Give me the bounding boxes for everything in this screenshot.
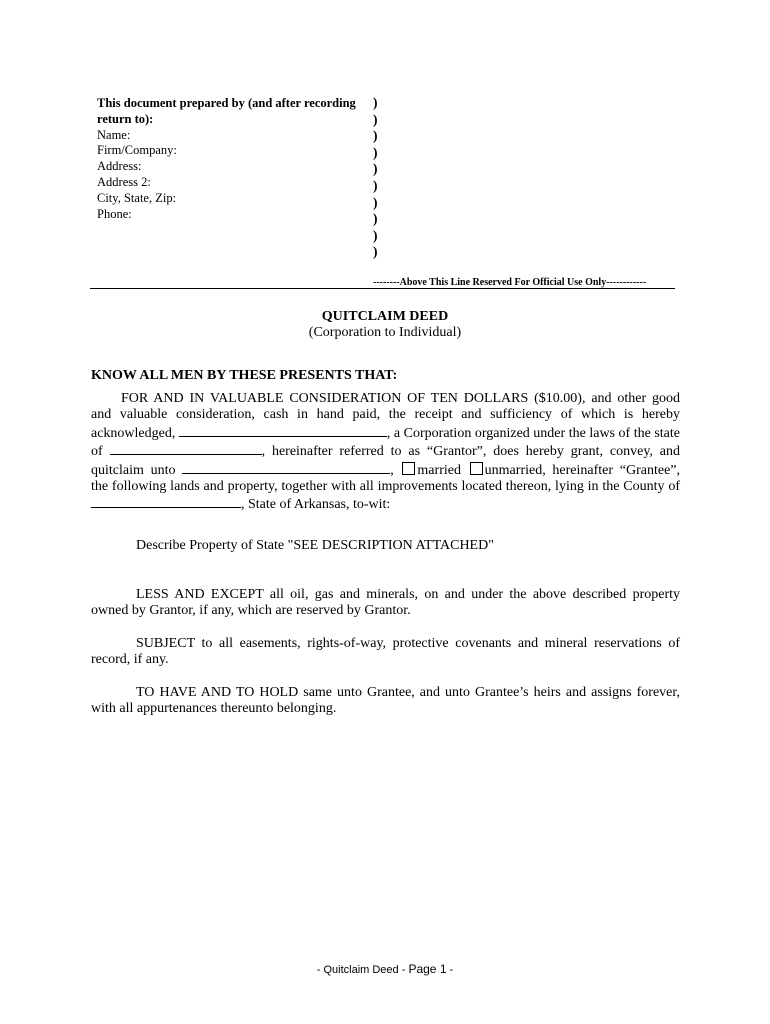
grantee-name-blank[interactable] xyxy=(182,461,390,474)
footer-left: - Quitclaim Deed - xyxy=(316,964,409,976)
unmarried-label: unmarried, hereinafter “Grantee”, xyxy=(484,462,680,478)
preparer-field-city-state-zip: City, State, Zip: xyxy=(97,190,177,205)
property-description: Describe Property of State "SEE DESCRIPTION ATTACHED" xyxy=(136,538,494,553)
consideration-line: quitclaim unto , married unmarried, hereinafter “Grantee”, xyxy=(91,462,680,478)
paren: ) xyxy=(373,211,378,227)
subject-to-text: SUBJECT to all easements, rights-of-way, protective covenants and mineral reservations of record, if any. xyxy=(91,636,680,668)
unmarried-checkbox[interactable] xyxy=(470,462,483,475)
to-have-and-hold-paragraph xyxy=(91,685,680,718)
less-and-except-paragraph xyxy=(91,587,680,620)
consideration-line: and valuable consideration, cash in hand paid, the receipt and sufficiency of which is hereby xyxy=(91,407,680,423)
paren: ) xyxy=(373,144,378,160)
preparer-field-address: Address: xyxy=(97,159,142,174)
parenthesis-column xyxy=(373,95,378,261)
grantor-name-blank[interactable] xyxy=(179,424,387,437)
preparer-field-phone: Phone: xyxy=(97,206,132,221)
paren: ) xyxy=(373,128,378,144)
footer-page-number: Page 1 xyxy=(408,962,447,976)
document-title: QUITCLAIM DEED xyxy=(321,309,449,324)
less-and-except-text: LESS AND EXCEPT all oil, gas and minerals, on and under the above described property owned by Grantor, if any, which are reserved by Grantor. xyxy=(91,587,680,619)
preparer-field-name: Name: xyxy=(97,127,131,142)
paren: ) xyxy=(373,161,378,177)
paren: ) xyxy=(373,95,378,110)
to-have-and-hold-text: TO HAVE AND TO HOLD same unto Grantee, and unto Grantee’s heirs and assigns forever, with all appurtenances thereunto belonging. xyxy=(91,685,680,717)
state-blank[interactable] xyxy=(110,442,262,455)
married-label: married xyxy=(417,462,461,478)
footer-right: - xyxy=(446,964,454,976)
preparer-field-address2: Address 2: xyxy=(97,174,151,189)
know-all-men-heading: KNOW ALL MEN BY THESE PRESENTS THAT: xyxy=(91,368,398,383)
county-blank[interactable] xyxy=(91,495,241,508)
consideration-line: acknowledged, , a Corporation organized under the laws of the state xyxy=(91,425,681,441)
preparer-heading-line2: return to): xyxy=(97,111,154,126)
subject-to-paragraph xyxy=(91,636,680,669)
preparer-heading-line1: This document prepared by (and after recording xyxy=(97,96,356,110)
document-subtitle: (Corporation to Individual) xyxy=(308,325,462,340)
paren: ) xyxy=(373,194,378,210)
paren: ) xyxy=(373,177,378,193)
official-use-reserved-line: --------Above This Line Reserved For Official Use Only------------ xyxy=(373,277,647,288)
married-checkbox[interactable] xyxy=(402,462,415,475)
paren: ) xyxy=(373,244,378,260)
preparer-field-firm: Firm/Company: xyxy=(97,143,177,158)
paren: ) xyxy=(373,227,378,243)
preparer-block xyxy=(97,96,367,222)
recording-divider xyxy=(90,288,675,289)
consideration-line: , State of Arkansas, to-wit: xyxy=(91,495,680,513)
consideration-line: of , hereinafter referred to as “Grantor”, does hereby grant, convey, and xyxy=(91,444,681,460)
consideration-line: FOR AND IN VALUABLE CONSIDERATION OF TEN DOLLARS ($10.00), and other good xyxy=(121,391,680,406)
page-footer xyxy=(0,962,770,976)
consideration-line: the following lands and property, together with all improvements located thereon, lying in the County of xyxy=(91,479,680,495)
paren: ) xyxy=(373,111,378,127)
consideration-paragraph xyxy=(91,391,680,514)
